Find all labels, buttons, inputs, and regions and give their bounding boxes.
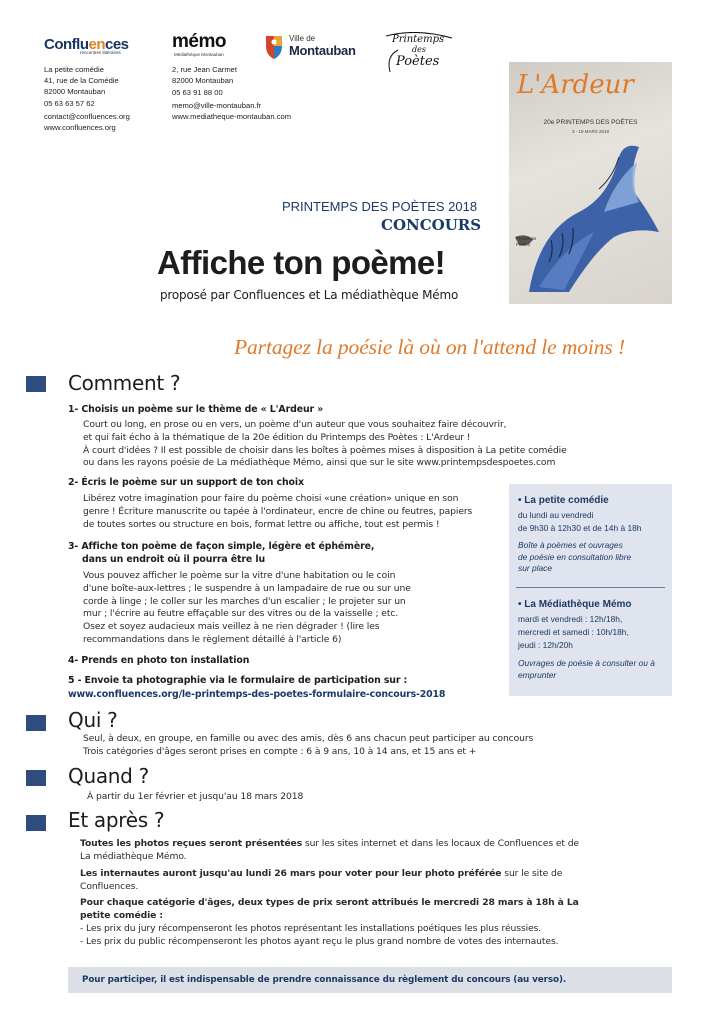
body-line: La médiathèque Mémo. [80,850,187,862]
hours-line: du lundi au vendredi [518,510,594,520]
step-2-body [83,493,472,531]
body-line: Libérez votre imagination pour faire du poème choisi «une création» unique en son [83,493,459,504]
note-line: emprunter [518,669,557,680]
confluences-contact [44,111,130,133]
ville-montauban-logo [263,34,363,64]
section-marker [26,376,46,392]
address-line: 82000 Montauban [172,76,234,86]
note-line: sur place [518,563,552,573]
section-heading-apres: Et après ? [68,808,165,832]
step-3-body [83,570,411,647]
footer-text: Pour participer, il est indispensable de prendre connaissance du règlement du concours (au verso). [82,975,567,985]
quand-body: À partir du 1er février et jusqu'au 18 mars 2018 [87,791,304,802]
memo-logo-tagline: Médiathèque Montauban [174,52,224,57]
step-1-title: 1- Choisis un poème sur le thème de « L'Ardeur » [68,404,324,415]
apres-paragraph-2 [80,868,562,894]
apres-paragraph-3 [80,897,579,923]
poster-logo-text: Printemps [516,236,537,241]
body-line: d'une boîte-aux-lettres ; le suspendre à un lampadaire de rue ou sur une [83,582,411,594]
bold-text: Toutes les photos reçues seront présentées [80,838,303,849]
logo-highlight: en [88,36,105,53]
confluences-logo: Confluences [44,36,129,53]
body-line: corde à linge ; le coller sur les marches d'un escalier ; le projeter sur un [83,595,406,607]
address-line: 82000 Montauban [44,87,106,97]
email-link[interactable]: memo@ville-montauban.fr [172,101,262,110]
poster-subtitle: 20e PRINTEMPS DES POÈTES [543,119,638,126]
section-marker [26,770,46,786]
website-link[interactable]: www.confluences.org [44,123,116,133]
mediatheque-note [518,658,655,681]
petite-comedie-hours [518,509,641,535]
prizes-list [80,923,558,949]
memo-phone: 05 63 91 88 00 [172,88,223,97]
poster-logo-text: Poètes [516,242,531,247]
list-item: - Les prix du public récompenseront les photos ayant reçu le plus grand nombre de votes des internautes. [80,935,559,947]
montauban-emblem-icon [263,34,285,60]
hours-line: mercredi et samedi : 10h/18h, [518,627,629,637]
body-line: ou dans les rayons poésie de La médiathèque Mémo, ainsi que sur le site www.printempsdespoetes.com [83,457,556,469]
step-3-line: dans un endroit où il pourra être lu [82,553,266,565]
event-poster [509,62,672,304]
body-line: Osez et soyez audacieux mais veillez à ne rien dégrader ! (lire les [83,621,380,633]
memo-address [172,64,237,86]
body-line: Court ou long, en prose ou en vers, un poème d'un auteur que vous souhaitez faire découvrir, [83,419,507,430]
hours-line: jeudi : 12h/20h [518,640,573,650]
section-marker [26,715,46,731]
section-marker [26,815,46,831]
bold-text: Les internautes auront jusqu'au lundi 26 mars pour voter pour leur photo préférée [80,868,502,879]
body-text: sur le site de [501,868,563,879]
participation-form-link[interactable]: www.confluences.org/le-printemps-des-poetes-formulaire-concours-2018 [68,689,446,700]
confluences-address [44,64,119,98]
petite-comedie-note [518,540,631,575]
hours-line: mardi et vendredi : 12h/18h, [518,614,623,624]
petite-comedie-title: • La petite comédie [518,495,609,506]
ville-logo-top: Ville de [289,34,316,43]
concours-label: CONCOURS [381,216,482,234]
proposed-by: proposé par Confluences et La médiathèque Mémo [160,288,459,302]
email-link[interactable]: contact@confluences.org [44,112,130,121]
step-4-title: 4- Prends en photo ton installation [68,655,250,666]
qui-body [83,733,533,759]
opening-hours-box [509,484,672,696]
body-line: Seul, à deux, en groupe, en famille ou avec des amis, dès 6 ans chacun peut participer au concours [83,733,534,744]
step-3-title [68,541,374,566]
step-1-body [83,419,567,470]
body-line: de toutes sortes ou structure en bois, format lettre ou affiche, tout est permis ! [83,518,440,530]
step-2-title: 2- Écris le poème sur un support de ton choix [68,477,304,488]
hours-line: de 9h30 à 12h30 et de 14h à 18h [518,523,642,533]
note-line: Ouvrages de poésie à consulter ou à [518,658,655,668]
printemps-logo-line: Printemps [392,34,445,45]
footer-notice [68,967,672,993]
address-line: 41, rue de la Comédie [44,76,119,86]
printemps-des-poetes-logo [384,32,456,74]
section-heading-quand: Quand ? [68,764,149,788]
body-line: genre ! Écriture manuscrite ou tapée à l'ordinateur, encre de chine ou feutres, papiers [83,505,473,517]
sidebar-divider [516,587,665,588]
step-5-title: 5 - Envoie ta photographie via le formulaire de participation sur : [68,675,408,686]
event-kicker: PRINTEMPS DES POÈTES 2018 [282,199,478,214]
body-line: Vous pouvez afficher le poème sur la vitre d'une habitation ou le coin [83,570,396,581]
printemps-logo-line: des [412,45,426,54]
step-3-line: 3- Affiche ton poème de façon simple, légère et éphémère, [68,541,375,552]
website-link[interactable]: www.mediatheque-montauban.com [172,112,292,122]
printemps-logo-line: Poètes [396,54,440,69]
body-line: et qui fait écho à la thématique de la 20e édition du Printemps des Poètes : L'Ardeur ! [83,431,471,443]
mediatheque-title: • La Médiathèque Mémo [518,599,632,610]
body-line: Confluences. [80,880,139,892]
body-text: sur les sites internet et dans les locaux de Confluences et de [302,838,579,849]
section-heading-comment: Comment ? [68,371,181,395]
body-line: petite comédie : [80,909,163,921]
poster-title: L'Ardeur [517,70,634,100]
ville-logo-main: Montauban [289,43,356,58]
body-line: Trois catégories d'âges seront prises en compte : 6 à 9 ans, 10 à 14 ans, et 15 ans et + [83,745,477,757]
confluences-phone: 05 63 63 57 62 [44,99,95,108]
list-item: - Les prix du jury récompenseront les photos représentant les installations poétiques les plus réussies. [80,923,542,934]
memo-logo: mémo [172,31,226,52]
memo-contact [172,100,291,122]
confluences-logo-tagline: rencontres littéraires [80,50,121,55]
poster-bird-illustration [509,62,672,304]
address-line: La petite comédie [44,65,104,74]
address-line: 2, rue Jean Carmet [172,65,237,74]
note-line: de poésie en consultation libre [518,551,632,562]
apres-paragraph-1 [80,838,579,864]
note-line: Boîte à poèmes et ouvrages [518,540,623,550]
body-line: Pour chaque catégorie d'âges, deux types de prix seront attribués le mercredi 28 mars à 18h à La [80,897,579,908]
tagline: Partagez la poésie là où on l'attend le moins ! [234,335,626,359]
poster-dates: 3 - 19 MARS 2018 [571,129,610,134]
body-line: À court d'idées ? Il est possible de choisir dans les boîtes à poèmes mises à disposition à La petite comédie [83,444,567,456]
page-title: Affiche ton poème! [157,244,446,281]
body-line: recommandations dans le règlement détaillé à l'article 6) [83,633,342,645]
section-heading-qui: Qui ? [68,708,118,732]
body-line: mur ; l'écrire au feutre effaçable sur des vitres ou de la vaisselle ; etc. [83,608,399,620]
mediatheque-hours [518,613,629,652]
